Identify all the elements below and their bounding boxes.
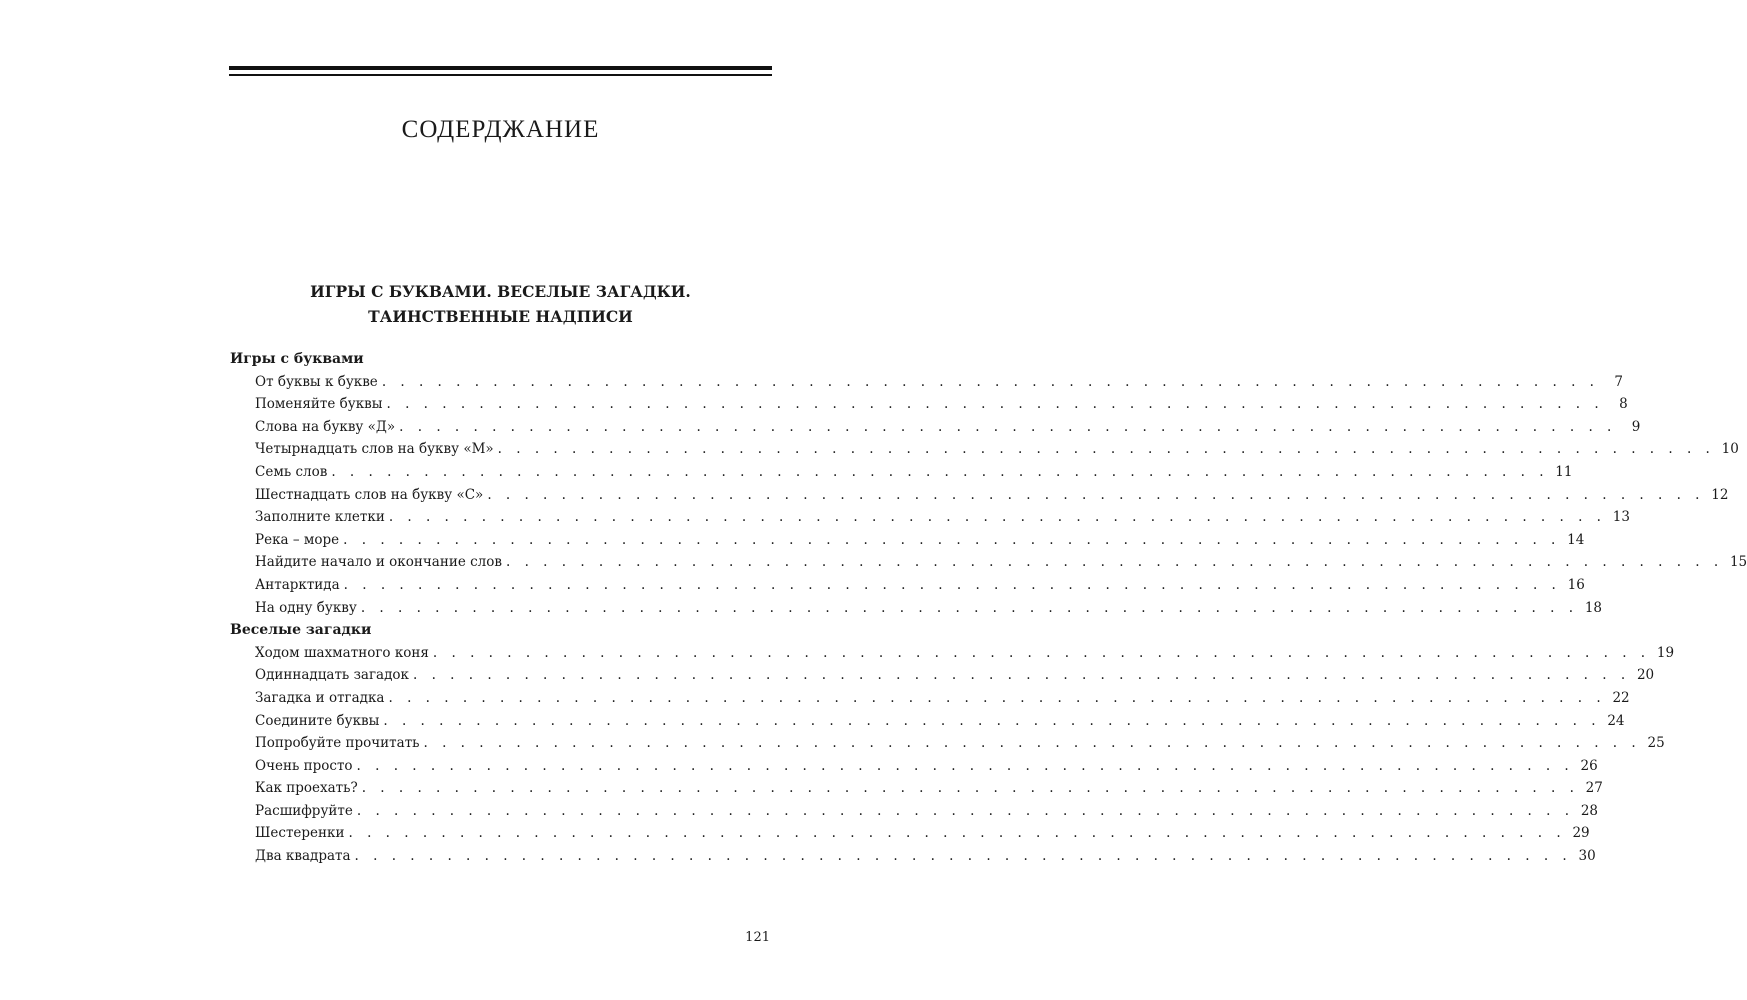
toc-dot-leader: . . . . . . . . . . . . . . . . . . . . . . . . . . . . . . . . . . . . . . . . . . . . . . . . . . . . . . . . . . . . . . . . . . <box>388 509 1606 526</box>
toc-entry-label: Два квадрата <box>255 848 351 865</box>
toc-dot-leader: . . . . . . . . . . . . . . . . . . . . . . . . . . . . . . . . . . . . . . . . . . . . . . . . . . . . . . . . . . . . . . . . . . <box>412 667 1631 684</box>
toc-entry-page: 7 <box>1614 373 1623 390</box>
toc-dot-leader: . . . . . . . . . . . . . . . . . . . . . . . . . . . . . . . . . . . . . . . . . . . . . . . . . . . . . . . . . . . . . . . . . . <box>383 712 1601 729</box>
toc-entry-label: Шестеренки <box>255 825 345 842</box>
toc-entry[interactable] <box>230 687 1630 710</box>
toc-entry[interactable] <box>230 393 1628 416</box>
toc-entry[interactable] <box>230 755 1598 778</box>
toc-entry-label: Очень просто <box>255 757 353 774</box>
toc-dot-leader: . . . . . . . . . . . . . . . . . . . . . . . . . . . . . . . . . . . . . . . . . . . . . . . . . . . . . . . . . . . . . . . . . . <box>388 689 1606 706</box>
toc-entry-page: 8 <box>1619 396 1628 413</box>
toc-dot-leader: . . . . . . . . . . . . . . . . . . . . . . . . . . . . . . . . . . . . . . . . . . . . . . . . . . . . . . . . . . . . . . . . . . <box>343 576 1561 593</box>
toc-entry-label: Четырнадцать слов на букву «М» <box>255 441 494 458</box>
toc-entry[interactable] <box>230 664 1655 687</box>
toc-entry-page: 26 <box>1580 757 1598 774</box>
toc-entry[interactable] <box>230 777 1603 800</box>
part-title <box>229 279 772 329</box>
section-heading-funny-riddles: Веселые загадки <box>230 622 372 639</box>
toc-entry-label: Загадка и отгадка <box>255 689 385 706</box>
toc-entry-label: Шестнадцать слов на букву «С» <box>255 486 484 503</box>
toc-entry-page: 25 <box>1647 735 1665 752</box>
section-heading-letter-games: Игры с буквами <box>230 351 364 367</box>
top-rule-thin <box>229 74 772 76</box>
toc-dot-leader: . . . . . . . . . . . . . . . . . . . . . . . . . . . . . . . . . . . . . . . . . . . . . . . . . . . . . . . . . . . . . . . . . . <box>356 757 1574 774</box>
toc-dot-leader: . . . . . . . . . . . . . . . . . . . . . . . . . . . . . . . . . . . . . . . . . . . . . . . . . . . . . . . . . . . . . . . . . . <box>506 554 1724 571</box>
toc-entry-label: Одиннадцать загадок <box>255 667 409 684</box>
toc-dot-leader: . . . . . . . . . . . . . . . . . . . . . . . . . . . . . . . . . . . . . . . . . . . . . . . . . . . . . . . . . . . . . . . . . . <box>343 531 1561 548</box>
toc-entry-page: 19 <box>1656 644 1675 661</box>
toc-entry-page: 22 <box>1612 689 1630 706</box>
part-title-line-1: ИГРЫ С БУКВАМИ. ВЕСЕЛЫЕ ЗАГАДКИ. <box>310 282 691 301</box>
toc-entry-label: Антарктида <box>255 576 340 593</box>
toc-entry-page: 30 <box>1578 848 1596 865</box>
table-of-contents <box>230 348 1747 868</box>
toc-entry-label: Расшифруйте <box>255 802 353 819</box>
toc-entry-label: Найдите начало и окончание слов <box>255 554 502 571</box>
toc-entry[interactable] <box>230 800 1599 823</box>
page-number: 121 <box>745 930 770 945</box>
toc-dot-leader: . . . . . . . . . . . . . . . . . . . . . . . . . . . . . . . . . . . . . . . . . . . . . . . . . . . . . . . . . . . . . . . . . . <box>348 825 1566 842</box>
toc-entry[interactable] <box>230 822 1590 845</box>
toc-dot-leader: . . . . . . . . . . . . . . . . . . . . . . . . . . . . . . . . . . . . . . . . . . . . . . . . . . . . . . . . . . . . . . . . . . <box>432 644 1651 661</box>
toc-entry[interactable] <box>230 574 1585 597</box>
page-title: СОДЕРДЖАНИЕ <box>401 116 600 143</box>
toc-entry-page: 27 <box>1585 780 1603 797</box>
toc-dot-leader: . . . . . . . . . . . . . . . . . . . . . . . . . . . . . . . . . . . . . . . . . . . . . . . . . . . . . . . . . . . . . . . . . . <box>497 441 1715 458</box>
toc-entry-label: Поменяйте буквы <box>255 396 383 413</box>
toc-entry[interactable] <box>230 416 1641 439</box>
toc-dot-leader: . . . . . . . . . . . . . . . . . . . . . . . . . . . . . . . . . . . . . . . . . . . . . . . . . . . . . . . . . . . . . . . . . . <box>354 848 1572 865</box>
toc-dot-leader: . . . . . . . . . . . . . . . . . . . . . . . . . . . . . . . . . . . . . . . . . . . . . . . . . . . . . . . . . . . . . . . . . . <box>487 486 1705 503</box>
toc-dot-leader: . . . . . . . . . . . . . . . . . . . . . . . . . . . . . . . . . . . . . . . . . . . . . . . . . . . . . . . . . . . . . . . . . . <box>361 780 1579 797</box>
toc-entry-page: 16 <box>1567 576 1585 593</box>
toc-entry[interactable] <box>230 461 1573 484</box>
toc-entry[interactable] <box>230 506 1630 529</box>
toc-entry-label: Соедините буквы <box>255 712 380 729</box>
toc-entry-label: Попробуйте прочитать <box>255 735 420 752</box>
toc-entry-page: 29 <box>1572 825 1590 842</box>
toc-entry[interactable] <box>230 438 1739 461</box>
toc-entry-page: 11 <box>1555 463 1573 480</box>
toc-entry-label: Как проехать? <box>255 780 358 797</box>
toc-entry-page: 9 <box>1631 418 1641 435</box>
toc-entry[interactable] <box>230 597 1602 620</box>
toc-entry-label: На одну букву <box>255 599 357 616</box>
toc-entry[interactable] <box>230 529 1585 552</box>
toc-dot-leader: . . . . . . . . . . . . . . . . . . . . . . . . . . . . . . . . . . . . . . . . . . . . . . . . . . . . . . . . . . . . . . . . . . <box>381 373 1599 390</box>
toc-entry-page: 15 <box>1729 554 1747 571</box>
top-rule-thick <box>229 66 772 70</box>
toc-entry-page: 24 <box>1607 712 1625 729</box>
toc-entry-page: 13 <box>1612 509 1630 526</box>
toc-entry[interactable] <box>230 732 1665 755</box>
toc-entry-label: Семь слов <box>255 463 328 480</box>
toc-dot-leader: . . . . . . . . . . . . . . . . . . . . . . . . . . . . . . . . . . . . . . . . . . . . . . . . . . . . . . . . . . . . . . . . . . <box>331 463 1549 480</box>
toc-dot-leader: . . . . . . . . . . . . . . . . . . . . . . . . . . . . . . . . . . . . . . . . . . . . . . . . . . . . . . . . . . . . . . . . . . <box>399 418 1617 435</box>
toc-dot-leader: . . . . . . . . . . . . . . . . . . . . . . . . . . . . . . . . . . . . . . . . . . . . . . . . . . . . . . . . . . . . . . . . . . <box>360 599 1578 616</box>
toc-entry[interactable] <box>230 642 1675 665</box>
toc-entry[interactable] <box>230 484 1729 507</box>
toc-entry-page: 12 <box>1711 486 1729 503</box>
toc-entry-label: Река – море <box>255 531 340 548</box>
toc-entry-page: 14 <box>1567 531 1585 548</box>
toc-dot-leader: . . . . . . . . . . . . . . . . . . . . . . . . . . . . . . . . . . . . . . . . . . . . . . . . . . . . . . . . . . . . . . . . . . <box>423 735 1641 752</box>
toc-entry-label: Заполните клетки <box>255 509 385 526</box>
toc-entry[interactable] <box>230 845 1596 868</box>
toc-entry-page: 28 <box>1580 802 1599 819</box>
toc-entry-page: 10 <box>1721 441 1739 458</box>
toc-dot-leader: . . . . . . . . . . . . . . . . . . . . . . . . . . . . . . . . . . . . . . . . . . . . . . . . . . . . . . . . . . . . . . . . . . <box>386 396 1604 413</box>
toc-entry-label: Ходом шахматного коня <box>255 644 429 661</box>
toc-entry[interactable] <box>230 551 1747 574</box>
toc-entry-page: 20 <box>1636 667 1655 684</box>
part-title-line-2: ТАИНСТВЕННЫЕ НАДПИСИ <box>368 307 633 326</box>
toc-entry-label: Слова на букву «Д» <box>255 418 396 435</box>
toc-entry-label: От буквы к букве <box>255 373 378 390</box>
toc-entry-page: 18 <box>1584 599 1602 616</box>
toc-entry[interactable] <box>230 710 1625 733</box>
toc-dot-leader: . . . . . . . . . . . . . . . . . . . . . . . . . . . . . . . . . . . . . . . . . . . . . . . . . . . . . . . . . . . . . . . . . . <box>356 802 1575 819</box>
toc-entry[interactable] <box>230 371 1623 394</box>
